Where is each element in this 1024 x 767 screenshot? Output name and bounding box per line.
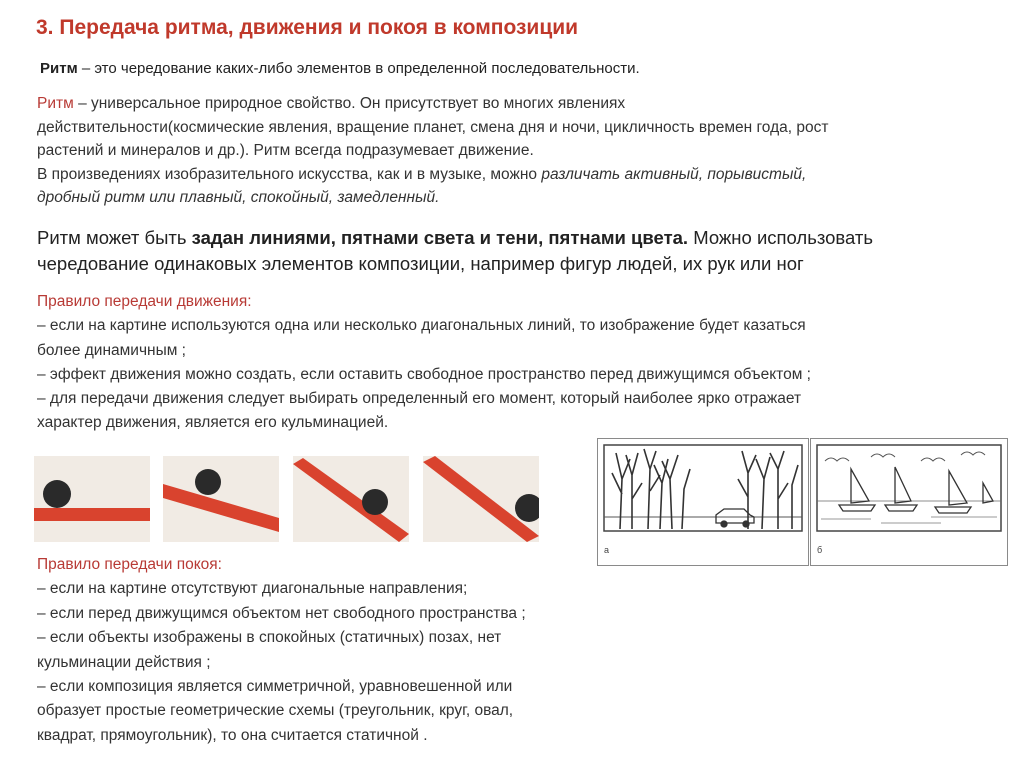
static-ball-diagram	[34, 456, 150, 542]
caption-a: а	[604, 545, 610, 555]
steep-slope-diagram	[293, 456, 409, 542]
rest-rule-line: кульминации действия ;	[37, 653, 211, 671]
clouds	[825, 452, 985, 461]
rest-rule	[37, 553, 637, 748]
paragraph2-line1-bold: задан линиями, пятнами света и тени, пятнами цвета.	[191, 227, 689, 248]
rhythm-paragraph	[37, 92, 997, 210]
rest-rule-heading: Правило передачи покоя:	[37, 556, 222, 573]
rest-rule-line: – если перед движущимся объектом нет свободного пространства ;	[37, 604, 526, 622]
paragraph1-line3: растений и минералов и др.). Ритм всегда подразумевает движение.	[37, 142, 534, 159]
rhythm-term: Ритм	[37, 95, 74, 112]
motion-rule-line: – эффект движения можно создать, если оставить свободное пространство перед движущимся объектом ;	[37, 365, 811, 383]
paragraph2-line2: чередование одинаковых элементов композиции, например фигур людей, их рук или ног	[37, 253, 804, 274]
rest-rule-line: образует простые геометрические схемы (треугольник, круг, овал,	[37, 702, 514, 720]
paragraph1-line5-italic: дробный ритм или плавный, спокойный, замедленный.	[37, 189, 440, 206]
trees-car-drawing	[598, 439, 808, 565]
definition-text: – это чередование каких-либо элементов в определенной последовательности.	[77, 60, 640, 77]
motion-rule-line: – если на картине используются одна или несколько диагональных линий, то изображение будет казаться	[37, 317, 806, 335]
paragraph1-line4-italic: различать активный, порывистый,	[541, 165, 807, 183]
rhythm-definition	[40, 59, 1000, 79]
ball	[43, 480, 71, 508]
rest-rule-line: – если объекты изображены в спокойных (статичных) позах, нет	[37, 629, 502, 647]
paragraph1-line1: – универсальное природное свойство. Он присутствует во многих явлениях	[73, 95, 626, 112]
rest-rule-line: – если композиция является симметричной, уравновешенной или	[37, 678, 513, 696]
sailboat-icon	[839, 467, 993, 513]
paragraph1-line2: действительности(космические явления, вращение планет, смена дня и ночи, цикличность времен года, рост	[37, 118, 829, 136]
sailboats-drawing	[811, 439, 1007, 565]
motion-rule-line: характер движения, является его кульминацией.	[37, 414, 389, 432]
motion-rule-line: – для передачи движения следует выбирать определенный его момент, который наиболее ярко отражает	[37, 390, 802, 408]
rest-rule-line: – если на картине отсутствуют диагональные направления;	[37, 580, 468, 598]
paragraph2-line1-b: Можно использовать	[688, 227, 874, 248]
motion-rule-line: более динамичным ;	[37, 341, 186, 359]
rest-rule-line: квадрат, прямоугольник), то она считается статичной .	[37, 726, 428, 744]
motion-rule	[37, 290, 997, 436]
motion-rule-heading: Правило передачи движения:	[37, 293, 252, 310]
ball	[195, 469, 221, 495]
sailboats-sketch	[810, 438, 1008, 566]
water-lines	[821, 517, 997, 523]
paragraph1-line4: В произведениях изобразительного искусства, как и в музыке, можно	[37, 165, 542, 183]
falling-ball-diagram	[423, 456, 539, 542]
ball	[362, 489, 388, 515]
definition-term: Ритм	[40, 60, 78, 77]
trees-car-sketch	[597, 438, 809, 566]
horizontal-bar	[34, 508, 150, 521]
paragraph2-line1-a: Ритм может быть	[37, 227, 192, 248]
slight-slope-diagram	[163, 456, 279, 542]
slide-title: 3. Передача ритма, движения и покоя в композиции	[36, 16, 579, 39]
rhythm-means-paragraph	[37, 225, 997, 277]
caption-b: б	[817, 545, 823, 555]
